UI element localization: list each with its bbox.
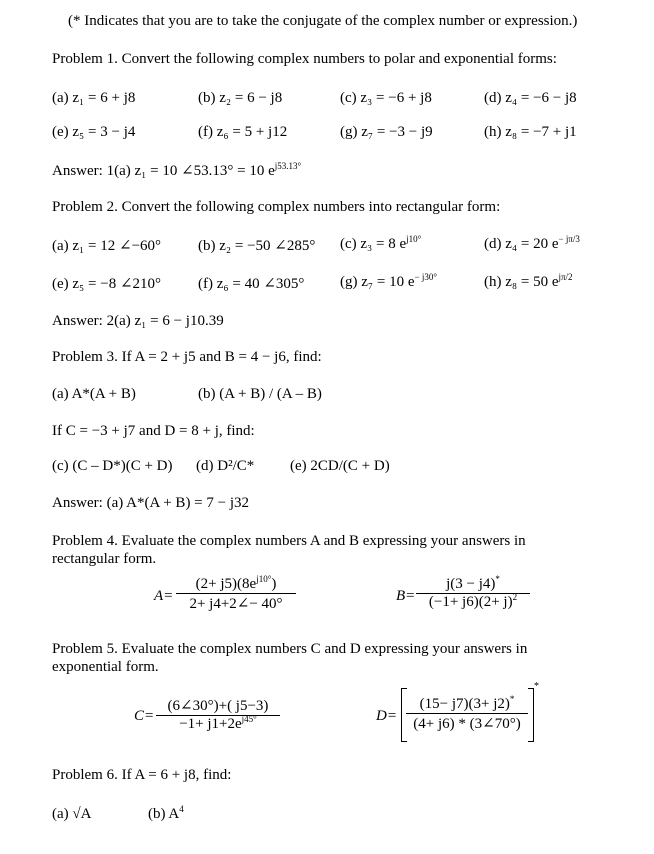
p3-item-d: (d) D²/C* [196,458,255,474]
p1-item-g: (g) z₇ = −3 − j9 [340,124,433,140]
problem-3-row-2 [52,458,654,478]
problem-2-row-2 [52,274,654,294]
p2-item-c: (c) z₃ = 8 $e^{j10^\circ}$ [340,234,422,252]
expr-D-lhs: D= [376,708,397,724]
p2-item-f: (f) z₆ = 40 ∠305° [198,276,305,292]
expr-A-lhs: A= [154,588,174,604]
p3-item-c: (c) (C – D*)(C + D) [52,458,173,474]
p1-item-d: (d) z₄ = −6 − j8 [484,90,577,106]
p1-item-c: (c) z₃ = −6 + j8 [340,90,432,106]
p1-item-f: (f) z₆ = 5 + j12 [198,124,288,140]
problem-1-row-1 [52,90,654,110]
problem-3-row-1 [52,386,654,406]
expr-A-denominator: 2+ j4+2∠− 40° [176,593,296,613]
expr-C-denominator: $-1+ j1+2e^{j45^\circ}$ [156,715,280,733]
problem-4-title-line-1: Problem 4. Evaluate the complex numbers A and B expressing your answers in [52,533,526,549]
p6-item-a: (a) √A [52,806,92,822]
expr-C-numerator: (6∠30°)+( j5−3) [167,698,269,714]
problem-5-title-line-1: Problem 5. Evaluate the complex numbers C and D expressing your answers in [52,641,528,657]
problem-2-title: Problem 2. Convert the following complex numbers into rectangular form: [52,199,501,215]
p2-item-a: (a) z₁ = 12 ∠−60° [52,238,162,254]
problem-1-row-2 [52,124,654,144]
expr-D-outer-conjugate: * [534,681,539,692]
problem-1-title: Problem 1. Convert the following complex numbers to polar and exponential forms: [52,51,557,67]
problem-4-title-line-2: rectangular form. [52,551,157,567]
p3-item-b: (b) (A + B) / (A – B) [198,386,322,402]
note-text: (* Indicates that you are to take the conjugate of the complex number or expression.) [68,13,578,29]
p3-item-e: (e) 2CD/(C + D) [290,458,390,474]
p1-item-h: (h) z₈ = −7 + j1 [484,124,577,140]
p1-answer-exponent: j53.13° [274,161,302,171]
p1-item-a: (a) z₁ = 6 + j8 [52,90,136,106]
problem-2-row-1 [52,236,654,256]
p1-answer-text: Answer: 1(a) z₁ = 10 ∠53.13° = 10 e [52,163,275,179]
expr-C-fraction [156,696,280,733]
p2-item-e: (e) z₅ = −8 ∠210° [52,276,162,292]
expr-B-lhs: B= [396,588,416,604]
problem-6-row [52,806,654,826]
problem-3-title: Problem 3. If A = 2 + j5 and B = 4 − j6, find: [52,349,322,365]
expr-D-right-bracket [528,688,534,742]
p1-item-e: (e) z₅ = 3 − j4 [52,124,136,140]
problem-3-answer: Answer: (a) A*(A + B) = 7 − j32 [52,495,250,511]
p2-item-g: (g) z₇ = 10 $e^{- j30^\circ}$ [340,272,437,290]
problem-1-answer [52,162,301,180]
expr-A-fraction [176,576,296,613]
expr-D-denominator: (4+ j6) * (3∠70°) [406,713,528,733]
p2-item-d: (d) z₄ = 20 $e^{- j\pi/3}$ [484,234,580,252]
expr-D-numerator: (15− j7)(3+ j2)* [419,694,515,712]
p2-item-h: (h) z₈ = 50 $e^{j\pi/2}$ [484,272,573,290]
problem-6-title: Problem 6. If A = 6 + j8, find: [52,767,232,783]
expr-B-fraction [416,576,530,611]
expr-B-denominator: $(-1+ j6)(2+ j)^2$ [416,593,530,611]
expr-B-numerator: j(3 − j4)* [446,574,500,592]
p2-item-b: (b) z₂ = −50 ∠285° [198,238,316,254]
expr-D-fraction [406,696,528,733]
expr-A-numerator: $(2+ j5)(8e^{j10^\circ})$ [195,574,277,592]
problem-5-title-line-2: exponential form. [52,659,159,675]
p3-item-a: (a) A*(A + B) [52,386,136,402]
problem-2-answer: Answer: 2(a) z₁ = 6 − j10.39 [52,313,224,329]
p6-item-b: (b) $A^4$ [148,804,184,822]
p1-item-b: (b) z₂ = 6 − j8 [198,90,283,106]
expr-C-lhs: C= [134,708,155,724]
problem-3-if-cd: If C = −3 + j7 and D = 8 + j, find: [52,423,255,439]
